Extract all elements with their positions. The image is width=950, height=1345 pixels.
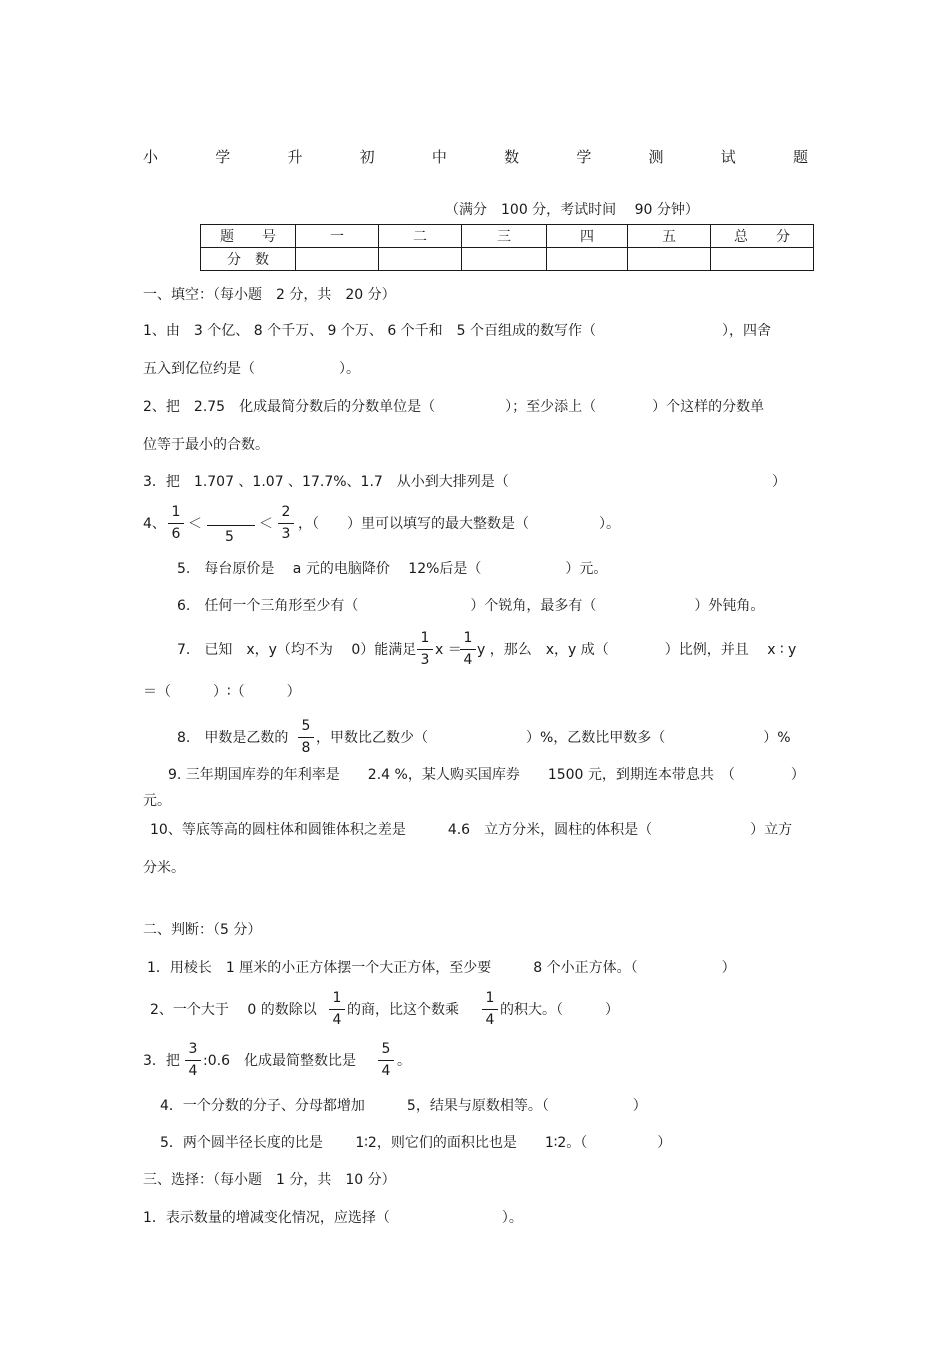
score-table	[200, 224, 814, 271]
judgement-3-suffix: 。	[397, 1053, 411, 1069]
judgement-4: 4．一个分数的分子、分母都增加 5，结果与原数相等。（ ）	[160, 1098, 647, 1114]
score-cell[interactable]	[296, 248, 379, 271]
question-6: 6. 任何一个三角形至少有（ ）个锐角，最多有（ ）外钝角。	[177, 598, 765, 614]
question-9-line2: 元。	[143, 793, 171, 809]
question-7-line2: ＝（ ）∶（ ）	[143, 684, 301, 700]
judgement-1: 1．用棱长 1 厘米的小正方体摆一个大正方体，至少要 8 个小正方体。（ ）	[147, 960, 736, 976]
table-header-cell: 二	[379, 225, 462, 248]
exam-subtitle: （满分 100 分，考试时间 90 分钟）	[445, 202, 699, 218]
table-header-cell: 四	[547, 225, 628, 248]
question-7-equals: x ＝	[435, 642, 462, 658]
question-4-number: 4、	[143, 516, 166, 532]
denominator: 8	[301, 740, 311, 756]
numerator: 1	[420, 630, 430, 646]
judgement-5: 5．两个圆半径长度的比是 1∶2，则它们的面积比也是 1∶2。（ ）	[160, 1135, 672, 1151]
title-char: 学	[215, 148, 231, 166]
page-title	[143, 150, 808, 165]
denominator: 4	[188, 1063, 198, 1079]
denominator: 3	[420, 652, 430, 668]
judgement-2-suffix: 的积大。（ ）	[500, 1002, 619, 1018]
section1-heading: 一、填空：（每小题 2 分，共 20 分）	[143, 287, 396, 303]
denominator: 6	[171, 526, 181, 542]
question-1-line1: 1、由 3 个亿、 8 个千万、 9 个万、 6 个千和 5 个百组成的数写作（ ），四舍	[143, 323, 772, 339]
denominator: 4	[463, 652, 473, 668]
title-char: 数	[504, 148, 520, 166]
title-char: 题	[792, 148, 808, 166]
table-header-cell: 五	[628, 225, 711, 248]
score-cell[interactable]	[379, 248, 462, 271]
fraction	[276, 505, 296, 544]
title-char: 升	[287, 148, 303, 166]
question-4-text: ，（ ）里可以填写的最大整数是（ ）。	[298, 516, 620, 532]
denominator: 3	[281, 526, 291, 542]
question-7-text: 7. 已知 x，y（均不为 0）能满足	[177, 642, 417, 658]
fraction	[480, 991, 500, 1030]
fraction	[183, 1042, 203, 1081]
title-char: 中	[431, 148, 447, 166]
denominator: 4	[485, 1012, 495, 1028]
numerator: 1	[332, 990, 342, 1006]
denominator: 4	[332, 1012, 342, 1028]
question-3-close: ）	[772, 474, 786, 490]
section2-heading: 二、判断：（5 分）	[143, 922, 262, 938]
question-5: 5. 每台原价是 a 元的电脑降价 12%后是（ ）元。	[177, 561, 608, 577]
fraction	[327, 991, 347, 1030]
numerator: 5	[301, 718, 311, 734]
question-3: 3．把 1.707 、1.07 、17.7%、1.7 从小到大排列是（	[143, 474, 509, 490]
judgement-2-mid: 的商，比这个数乘	[347, 1002, 459, 1018]
judgement-3-text: 3．把	[143, 1053, 180, 1069]
choice-1: 1．表示数量的增减变化情况，应选择（ ）。	[143, 1210, 523, 1226]
judgement-3-mid: :0.6 化成最简整数比是	[203, 1053, 356, 1069]
table-row-label: 分 数	[201, 248, 296, 271]
question-8-suffix: ，甲数比乙数少（ ）%，乙数比甲数多（ ）%	[316, 730, 791, 746]
score-cell[interactable]	[711, 248, 814, 271]
question-2-line2: 位等于最小的合数。	[143, 437, 269, 453]
table-header-cell: 三	[462, 225, 547, 248]
title-char: 小	[143, 148, 159, 166]
question-2-line1: 2、把 2.75 化成最简分数后的分数单位是（ ）；至少添上（ ）个这样的分数单	[143, 399, 765, 415]
score-cell[interactable]	[547, 248, 628, 271]
table-row	[201, 248, 814, 271]
table-header-cell: 总 分	[711, 225, 814, 248]
table-header-cell: 题 号	[201, 225, 296, 248]
question-9-line1: 9. 三年期国库券的年利率是 2.4 %，某人购买国库券 1500 元，到期连本带息共 （ ）	[168, 767, 805, 783]
numerator: 1	[485, 990, 495, 1006]
fraction	[376, 1042, 396, 1081]
score-cell[interactable]	[462, 248, 547, 271]
numerator: 2	[281, 504, 291, 520]
numerator: 5	[381, 1041, 391, 1057]
title-char: 初	[359, 148, 375, 166]
title-char: 试	[720, 148, 736, 166]
question-10-line1: 10、等底等高的圆柱体和圆锥体积之差是 4.6 立方分米，圆柱的体积是（ ）立方	[150, 822, 793, 838]
title-char: 学	[576, 148, 592, 166]
denominator: 5	[225, 529, 234, 545]
score-cell[interactable]	[628, 248, 711, 271]
less-than-sign: ＜	[259, 516, 273, 532]
question-1-line2: 五入到亿位约是（ ）。	[143, 361, 360, 377]
numerator: 1	[463, 630, 473, 646]
denominator: 4	[381, 1063, 391, 1079]
numerator: 3	[188, 1041, 198, 1057]
section3-heading: 三、选择：（每小题 1 分，共 10 分）	[143, 1172, 396, 1188]
less-than-sign: ＜	[188, 516, 202, 532]
judgement-2-text: 2、一个大于 0 的数除以	[150, 1002, 317, 1018]
fraction	[415, 631, 435, 670]
question-8-text: 8. 甲数是乙数的	[177, 730, 289, 746]
question-7-suffix: y ，那么 x，y 成（ ）比例，并且 x ∶ y	[477, 642, 797, 658]
question-10-line2: 分米。	[143, 860, 185, 876]
fraction-blank-bar	[207, 525, 255, 526]
fraction	[296, 719, 316, 758]
fraction	[458, 631, 478, 670]
table-header-cell: 一	[296, 225, 379, 248]
fraction	[166, 505, 186, 544]
numerator: 1	[171, 504, 181, 520]
title-char: 测	[648, 148, 664, 166]
table-row	[201, 225, 814, 248]
